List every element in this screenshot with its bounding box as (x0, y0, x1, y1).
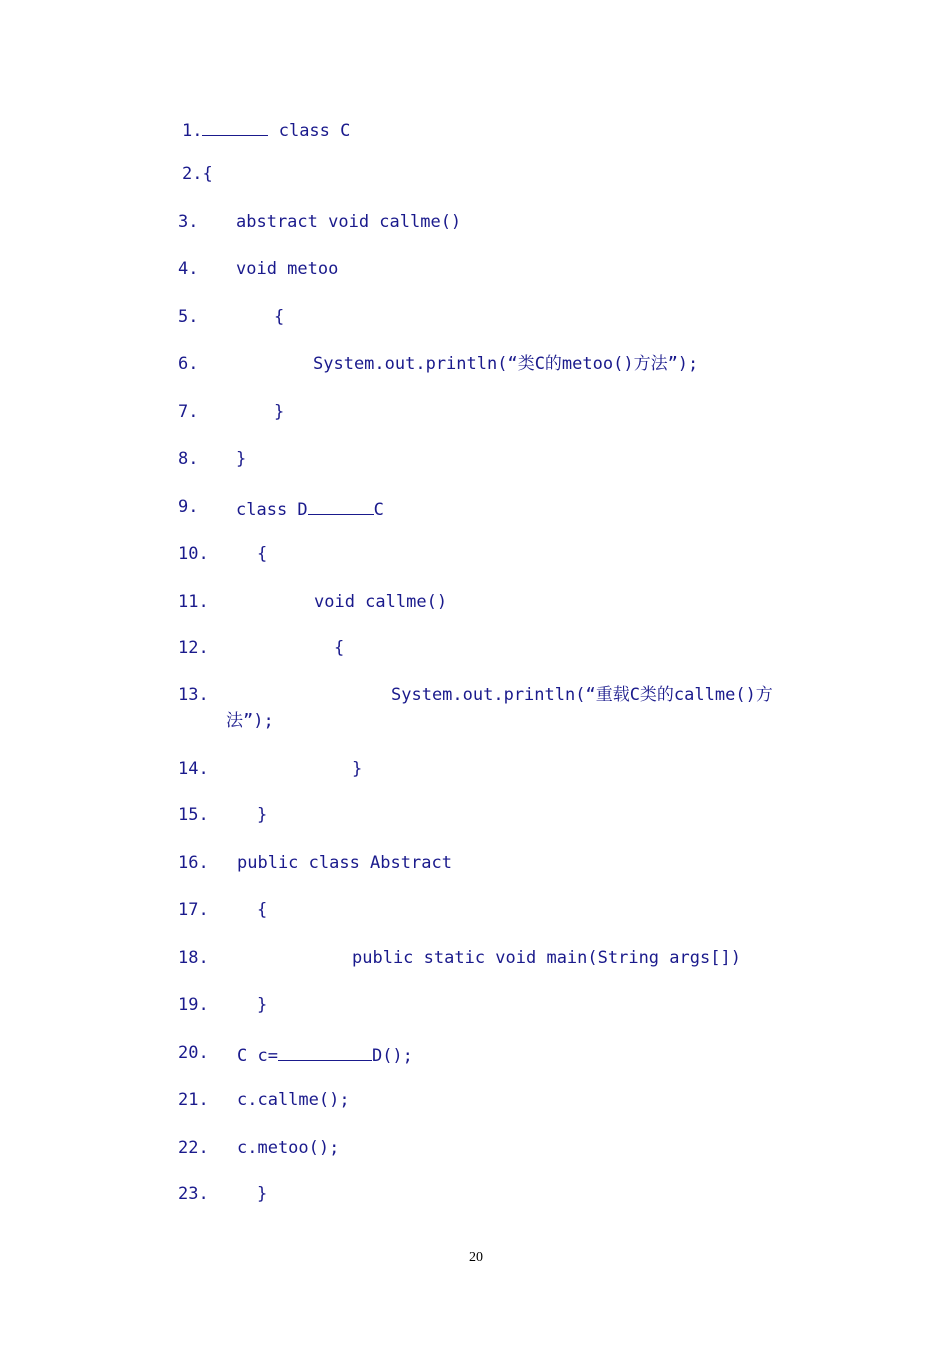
code-text: class D (236, 500, 308, 520)
line-number: 19. (178, 995, 209, 1015)
line-number: 3. (178, 212, 199, 232)
line-number: 4. (178, 259, 199, 279)
code-text-21: c.callme(); (237, 1090, 350, 1110)
code-line-1 (182, 118, 350, 141)
line-number: 20. (178, 1043, 209, 1063)
fill-in-blank (308, 497, 374, 515)
line-number: 6. (178, 354, 199, 374)
code-text-15: } (257, 805, 268, 825)
code-text-20 (237, 1043, 413, 1066)
code-line-7 (178, 402, 198, 422)
code-text: C (373, 500, 384, 520)
line-number: 1. (182, 121, 203, 141)
line-number: 7. (178, 402, 199, 422)
line-number: 2. (182, 164, 203, 184)
line-number: 12. (178, 638, 209, 658)
code-text-22: c.metoo(); (237, 1138, 340, 1158)
line-number: 21. (178, 1090, 209, 1110)
line-number: 14. (178, 759, 209, 779)
code-line-18 (178, 948, 209, 968)
code-line-10 (178, 544, 209, 564)
code-line-15 (178, 805, 209, 825)
line-number: 23. (178, 1184, 209, 1204)
code-line-4 (178, 259, 198, 279)
line-number: 15. (178, 805, 209, 825)
fill-in-blank (278, 1043, 372, 1061)
code-text: class C (268, 121, 351, 141)
code-line-8 (178, 449, 198, 469)
code-text-10: { (257, 544, 268, 564)
line-number: 18. (178, 948, 209, 968)
code-line-19 (178, 995, 209, 1015)
code-text-4: void metoo (236, 259, 339, 279)
code-text-7: } (274, 402, 285, 422)
code-text-12: { (334, 638, 345, 658)
code-text-14: } (352, 759, 363, 779)
code-line-22 (178, 1138, 209, 1158)
line-number: 13. (178, 685, 209, 705)
code-line-6 (178, 354, 198, 374)
code-line-20 (178, 1043, 209, 1063)
code-text-3: abstract void callme() (236, 212, 462, 232)
code-line-2 (182, 164, 213, 184)
code-text-8: } (236, 449, 247, 469)
code-line-9 (178, 497, 198, 517)
code-text: { (202, 164, 213, 184)
code-text-16: public class Abstract (237, 853, 452, 873)
code-text-5: { (274, 307, 285, 327)
code-line-11 (178, 592, 209, 612)
code-line-17 (178, 900, 209, 920)
line-number: 11. (178, 592, 209, 612)
code-line-5 (178, 307, 198, 327)
fill-in-blank (202, 118, 268, 136)
line-number: 16. (178, 853, 209, 873)
code-line-3 (178, 212, 198, 232)
line-number: 9. (178, 497, 199, 517)
line-number: 22. (178, 1138, 209, 1158)
code-text-18: public static void main(String args[]) (352, 948, 741, 968)
code-text: D(); (371, 1046, 413, 1066)
line-number: 8. (178, 449, 199, 469)
line-number: 17. (178, 900, 209, 920)
code-line-13 (178, 685, 209, 705)
code-text-19: } (257, 995, 268, 1015)
code-text-23: } (257, 1184, 268, 1204)
line-number: 5. (178, 307, 199, 327)
code-line-16 (178, 853, 209, 873)
code-text-9 (236, 497, 384, 520)
code-text-11: void callme() (314, 592, 448, 612)
code-text-17: { (257, 900, 268, 920)
code-line-21 (178, 1090, 209, 1110)
code-text-6: System.out.println(“类C的metoo()方法”); (313, 354, 699, 374)
code-text: C c= (237, 1046, 278, 1066)
code-text-13: System.out.println(“重载C类的callme()方 (391, 685, 773, 705)
code-line-12 (178, 638, 209, 658)
line-number: 10. (178, 544, 209, 564)
code-line-23 (178, 1184, 209, 1204)
code-line-14 (178, 759, 209, 779)
code-text-13-continued: 法”); (226, 711, 274, 731)
page-number: 20 (469, 1250, 483, 1265)
